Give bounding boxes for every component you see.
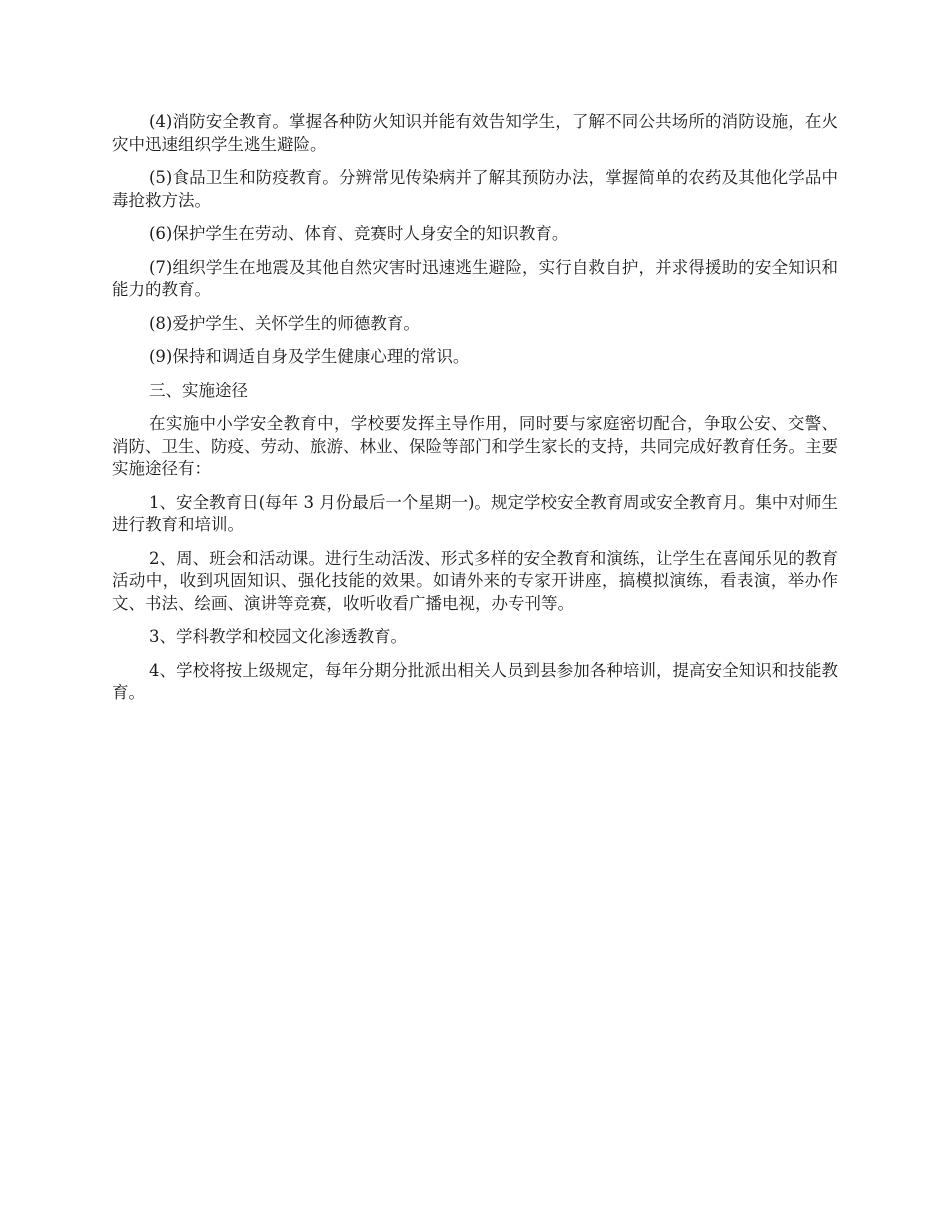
list-item-training: 4、学校将按上级规定，每年分期分批派出相关人员到县参加各种培训，提高安全知识和技能教育。 xyxy=(112,660,838,702)
paragraph-disaster-escape: (7)组织学生在地震及其他自然灾害时迅速逃生避险，实行自救自护，并求得援助的安全知识和能力的教育。 xyxy=(112,257,838,299)
list-item-subject-teaching: 3、学科教学和校园文化渗透教育。 xyxy=(149,627,407,646)
list-item-class-meetings: 2、周、班会和活动课。进行生动活泼、形式多样的安全教育和演练，让学生在喜闻乐见的教育活动中，收到巩固知识、强化技能的效果。如请外来的专家开讲座，搞模拟演练，看表演，举办作文、书法、绘画、演讲等竞赛，收听收看广播电视，办专刊等。 xyxy=(112,548,838,613)
document-body xyxy=(112,111,838,716)
paragraph-teacher-ethics: (8)爱护学生、关怀学生的师德教育。 xyxy=(149,313,420,333)
section-heading-implementation: 三、实施途径 xyxy=(149,380,248,400)
paragraph-implementation-intro: 在实施中小学安全教育中，学校要发挥主导作用，同时要与家庭密切配合，争取公安、交警、消防、卫生、防疫、劳动、旅游、林业、保险等部门和学生家长的支持，共同完成好教育任务。主要实施途径有： xyxy=(112,414,838,478)
paragraph-fire-safety: (4)消防安全教育。掌握各种防火知识并能有效告知学生，了解不同公共场所的消防设施，在火灾中迅速组织学生逃生避险。 xyxy=(112,112,838,154)
paragraph-labor-sports-safety: (6)保护学生在劳动、体育、竞赛时人身安全的知识教育。 xyxy=(149,224,569,243)
paragraph-food-hygiene: (5)食品卫生和防疫教育。分辨常见传染病并了解其预防办法，掌握简单的农药及其他化学品中毒抢救方法。 xyxy=(112,168,838,210)
paragraph-mental-health: (9)保持和调适自身及学生健康心理的常识。 xyxy=(149,347,470,366)
list-item-safety-day: 1、安全教育日(每年 3 月份最后一个星期一)。规定学校安全教育周或安全教育月。集中对师生进行教育和培训。 xyxy=(112,492,838,534)
